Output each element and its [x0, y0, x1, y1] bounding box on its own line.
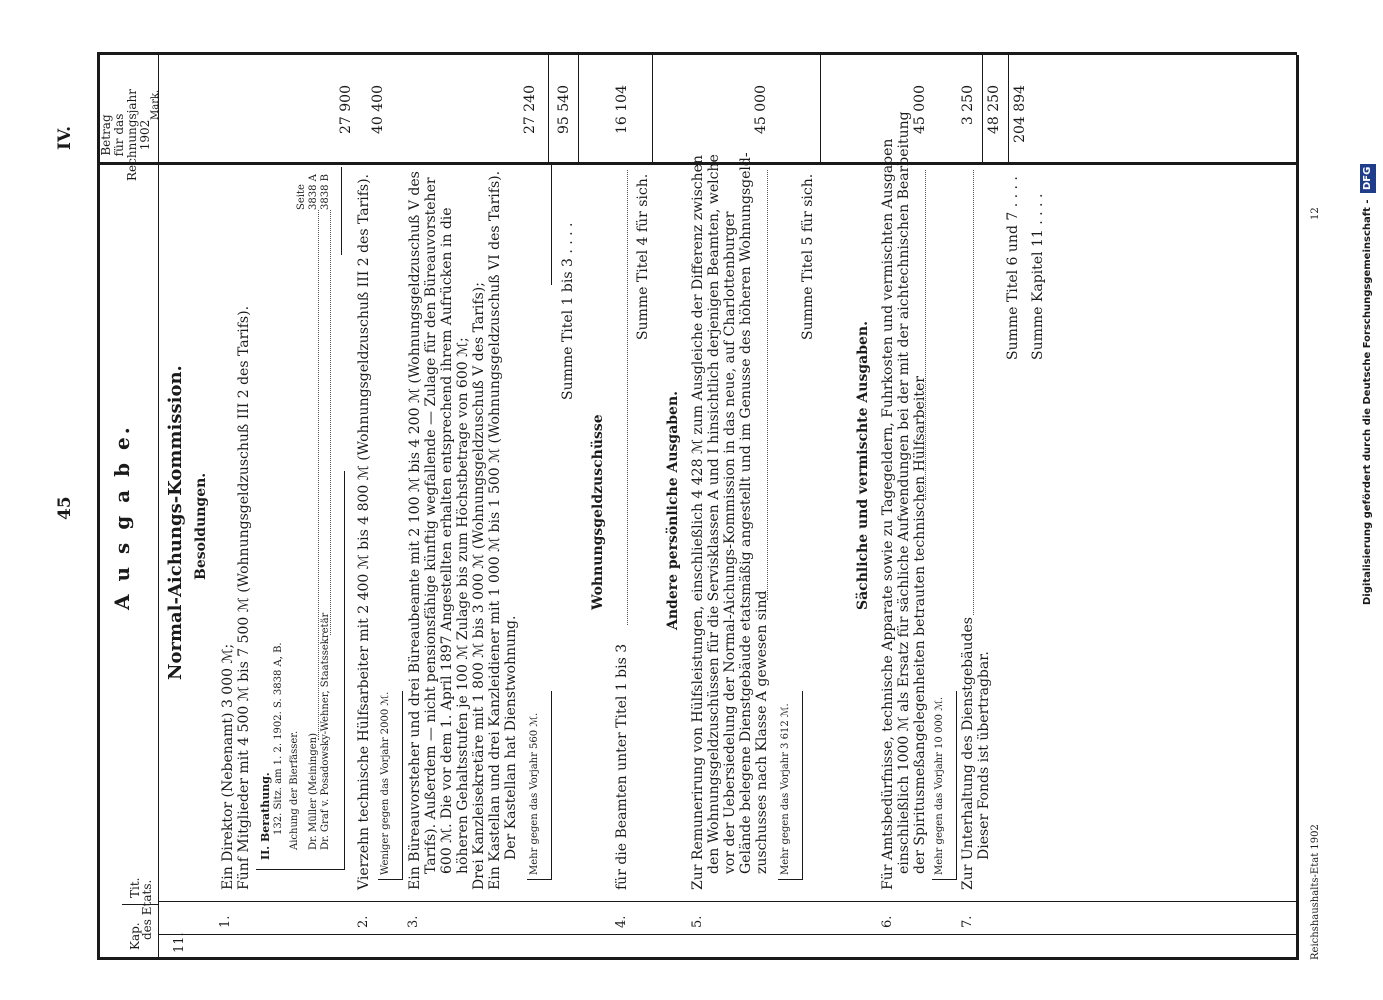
left-border	[97, 957, 1297, 960]
t6-line2: einschließlich 1000 ℳ als Ersatz für sächliche Aufwendungen bei der mit der aichtechnischen Bearbeitung	[896, 111, 912, 874]
t4-line1: für die Beamten unter Titel 1 bis 3	[614, 643, 630, 890]
wohnung-heading: Wohnungsgeldzuschüsse	[590, 414, 606, 610]
t3-line6: Ein Kastellan und drei Kanzleidiener mit 1 000 ℳ bis 1 500 ℳ (Wohnungsgeldzuschuß VI des Tarifs).	[487, 170, 503, 890]
betrag-line-2: für das	[112, 113, 126, 157]
saechlich-heading: Sächliche und vermischte Ausgaben.	[855, 321, 871, 610]
sum67-rule	[1008, 55, 1009, 165]
tit-6: 6.	[880, 915, 895, 928]
col-etats-label: des Etats.	[140, 879, 154, 940]
tit-7: 7.	[960, 915, 975, 928]
t1-note-seite: Seite	[296, 184, 307, 210]
tit-2: 2.	[356, 915, 371, 928]
footer-left: Reichshaushalts-Etat 1902	[1310, 824, 1321, 960]
t6-line3: der Spiritusmeßangelegenheiten betrauten technischen Hülfsarbeiter	[912, 376, 928, 874]
col-mark-label: Mark.	[150, 89, 161, 120]
t4-sum-label: Summe Titel 4 für sich.	[635, 173, 651, 340]
kap-tit-divider	[122, 904, 158, 905]
col-tit-label: Tit.	[128, 877, 142, 898]
sumkap-label: Summe Kapitel 11 . . . .	[1030, 193, 1046, 360]
t5-line5: zuschusses nach Klasse A gewesen sind	[754, 590, 770, 874]
betrag-line-3: Rechnungsjahr	[125, 89, 139, 181]
tit-5: 5.	[690, 915, 705, 928]
t5-line3: vor der Uebersiedelung der Normal-Aichungs-Kommission in das neue, auf Charlottenburger	[722, 211, 738, 874]
kap-number: 11.	[172, 932, 187, 953]
bottom-rule	[1296, 55, 1299, 960]
t7-amount-rule	[982, 55, 983, 165]
tit-3: 3.	[406, 915, 421, 928]
t3-subtotal-rule	[551, 165, 552, 285]
t3-sum-rule	[578, 55, 579, 165]
t1-note-l2: Aichung der Bierfässer.	[289, 730, 300, 850]
credit-text: Digitalisierung gefördert durch die Deutsche Forschungsgemeinschaft -	[1362, 199, 1373, 605]
t2-amount: 40 400	[370, 85, 386, 134]
t1-note-head: II. Berathung.	[259, 772, 272, 860]
section-number: IV.	[55, 125, 75, 150]
t2-note: Weniger gegen das Vorjahr 2000 ℳ.	[380, 691, 391, 875]
t5-sum-label: Summe Titel 5 für sich.	[800, 173, 816, 340]
t3-amount-rule	[548, 55, 549, 165]
t3-sum-label: Summe Titel 1 bis 3 . . . .	[560, 222, 576, 400]
andere-heading: Andere persönliche Ausgaben.	[665, 390, 681, 630]
header-top-rule	[97, 55, 100, 960]
t7-dots	[973, 170, 974, 615]
t1-line1: Ein Direktor (Nebenamt) 3 000 ℳ;	[220, 643, 236, 890]
t5-note: Mehr gegen das Vorjahr 3 612 ℳ.	[780, 703, 791, 875]
sum67-amount: 48 250	[986, 85, 1002, 134]
t7-line2: Dieser Fonds ist übertragbar.	[976, 651, 992, 860]
t7-amount: 3 250	[960, 85, 976, 126]
t3-line5: Drei Kanzleisekretäre mit 1 800 ℳ bis 3 000 ℳ (Wohnungsgeldzuschuß V des Tarifs);	[471, 282, 487, 890]
betrag-line-4: 1902	[138, 119, 152, 151]
t1-note-l1: 132. Sitz. am 1. 2. 1902. S. 3838 A, B.	[273, 642, 284, 835]
t6-dots	[925, 170, 926, 500]
t1-subtotal-rule	[341, 167, 342, 255]
t4-sum-amount: 16 104	[614, 85, 630, 134]
betrag-line-1: Betrag	[99, 114, 113, 156]
t1-note-l4: Dr. Graf v. Posadowsky-Wehner, Staatssekretär	[320, 612, 331, 850]
t3-note: Mehr gegen das Vorjahr 560 ℳ.	[529, 712, 540, 875]
dfg-logo: DFG	[1360, 164, 1376, 193]
tit-col-rule	[158, 901, 1298, 902]
footer-page: 12	[1310, 207, 1321, 220]
t5-line2: den Wohnungsgeldzuschüssen für die Servisklassen A und I hinsichtlich derjenigen Beamten, welche	[706, 154, 722, 874]
t1-line2: Fünf Mitglieder mit 4 500 ℳ bis 7 500 ℳ (Wohnungsgeldzuschuß III 2 des Tarifs).	[236, 305, 252, 890]
t5-dots	[767, 170, 768, 600]
t4-sum-rule	[652, 55, 653, 165]
t1-dots-2	[330, 210, 331, 635]
t5-amount: 45 000	[753, 85, 769, 134]
t3-amount: 27 240	[522, 85, 538, 134]
t3-line2: Tarifs). Außerdem — nicht pensionsfähige künftig wegfallende — Zulage für den Büreauvorsteher	[423, 177, 439, 874]
t1-amount: 27 900	[338, 85, 354, 134]
t6-line1: Für Amtsbedürfnisse, technische Apparate sowie zu Tagegeldern, Fuhrkosten und vermischten Ausgaben	[880, 138, 896, 890]
t1-note-s2: 3838 B	[320, 174, 331, 210]
t4-dots	[627, 170, 628, 625]
tit-4: 4.	[614, 915, 629, 928]
t7-line1: Zur Unterhaltung des Dienstgebäudes	[960, 617, 976, 890]
sum67-label: Summe Titel 6 und 7 . . . .	[1005, 176, 1021, 360]
kap-col-rule	[158, 934, 1298, 935]
t1-note-l3: Dr. Müller (Meiningen)	[308, 732, 319, 850]
t1-note-s1: 3838 A	[308, 174, 319, 210]
header-bottom-rule	[158, 55, 159, 960]
t2-line1: Vierzehn technische Hülfsarbeiter mit 2 400 ℳ bis 4 800 ℳ (Wohnungsgeldzuschuß III 2 des Tarifs).	[356, 173, 372, 890]
t6-amount: 45 000	[912, 85, 928, 134]
t5-sum-rule	[820, 55, 821, 165]
t1-dots-1	[318, 210, 319, 740]
t6-note: Mehr gegen das Vorjahr 10 000 ℳ.	[934, 696, 945, 875]
t3-line1: Ein Büreauvorsteher und drei Büreaubeamte mit 2 100 ℳ bis 4 200 ℳ (Wohnungsgeldzuschuß V des	[407, 171, 423, 890]
page-number: 45	[55, 496, 75, 520]
t5-line1: Zur Remunerirung von Hülfsleistungen, einschließlich 4 428 ℳ zum Ausgleiche der Differenz zwischen	[690, 155, 706, 890]
main-title: A u s g a b e.	[110, 424, 134, 610]
t3-line3: 600 ℳ. Die vor dem 1. April 1897 Angestellten erhalten entsprechend ihrem Aufrücken in die	[439, 207, 455, 874]
chapter-title: Normal-Aichungs-Kommission.	[165, 365, 186, 680]
digitization-credit	[1360, 164, 1376, 605]
t3-line4: höheren Gehaltsstufen je 100 ℳ Zulage bis zum Höchstbetrage von 600 ℳ;	[455, 337, 471, 874]
right-border	[97, 52, 1297, 55]
tit-1: 1.	[218, 915, 233, 928]
col-betrag-label	[100, 80, 152, 190]
t5-line4: Gelände belegene Dienstgebäude etatsmäßig angestellt und im Genusse des höheren Wohnungsgeld-	[738, 152, 754, 874]
section-besoldungen: Besoldungen.	[193, 472, 209, 580]
col-kap-label: Kap.	[128, 922, 142, 950]
t3-sum-amount: 95 540	[556, 85, 572, 134]
t3-line7: Der Kastellan hat Dienstwohnung.	[503, 615, 519, 860]
sumkap-amount: 204 894	[1012, 85, 1028, 143]
